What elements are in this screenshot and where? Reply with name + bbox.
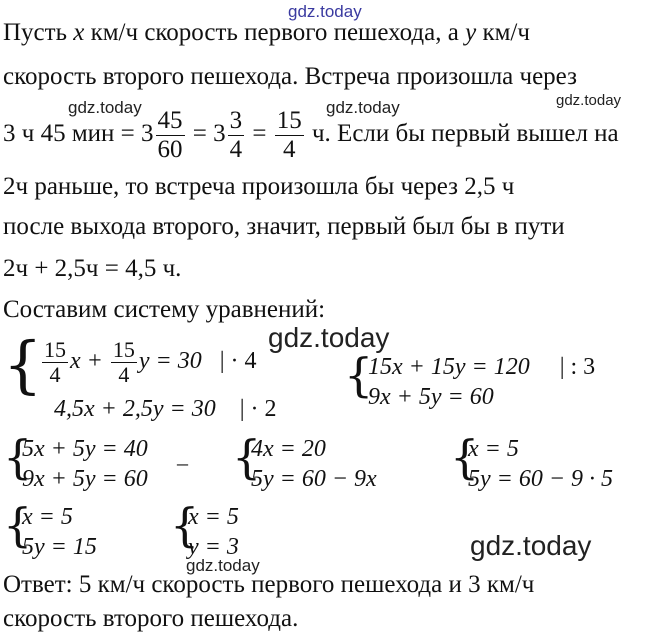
left-brace: { [450,430,480,484]
fraction-denominator: 60 [157,135,183,163]
text-segment: ч. Если бы первый вышел на [305,120,619,147]
text-line-7: Составим систему уравнений: [3,296,326,323]
text-segment: Пусть [3,19,74,46]
system-3-row-1: 5x + 5y = 40 [22,436,148,462]
text-segment: км/ч скорость первого пешехода, а [84,19,466,46]
fraction-numerator: 15 [44,337,66,362]
watermark-bottom-left: gdz.today [186,556,260,575]
left-brace: { [344,348,374,402]
multiplier: | · 2 [239,396,277,422]
text-segment: 3 ч 45 мин = 3 [3,120,154,147]
equation: 4,5x + 2,5y = 30 [54,396,216,422]
text-line-1 [3,18,530,48]
fraction-denominator: 4 [229,135,243,163]
watermark: gdz.today [556,92,622,109]
system-1-row-2-wrap [54,394,277,424]
equation-part: y = 30 [138,348,202,375]
system-7-row-1: x = 5 [188,504,239,530]
watermark-top: gdz.today [288,2,362,21]
watermark: gdz.today [68,98,142,117]
text-segment: км/ч [476,19,530,46]
system-1 [40,338,257,387]
system-5-row-2: 5y = 60 − 9 · 5 [468,466,614,492]
system-6-row-1: x = 5 [22,504,73,530]
left-brace: { [232,430,262,484]
fraction-numerator: 15 [112,337,135,362]
system-3 [22,434,148,494]
fraction [42,338,68,387]
system-5 [468,434,613,494]
fraction-15-4 [275,107,304,164]
answer-line-2: скорость второго пешехода. [3,605,299,632]
subtract-sign: – [177,450,188,475]
left-brace: { [3,328,43,401]
system-4 [251,434,377,494]
system-6-row-2: 5y = 15 [22,534,97,560]
system-1-row-2 [54,394,277,424]
system-2-row-2: 9x + 5y = 60 [368,384,494,410]
system-7-row-2: y = 3 [188,534,239,560]
left-brace: { [3,498,33,552]
system-6 [22,502,97,562]
text-line-2: скорость второго пешехода. Встреча произошла через [3,63,577,90]
equation: 15x + 15y = 120 [368,354,530,380]
fraction-denominator: 4 [118,362,130,387]
system-2 [368,352,595,412]
watermark: gdz.today [326,98,400,117]
system-7 [188,502,239,562]
multiplier: | : 3 [559,354,596,380]
system-4-row-1: 4x = 20 [251,436,326,462]
text-segment: = 3 [186,120,226,147]
system-5-row-1: x = 5 [468,436,519,462]
fraction-numerator: 45 [157,106,183,134]
fraction-denominator: 4 [282,135,296,163]
multiplier: | · 4 [219,348,257,375]
watermark-mid: gdz.today [268,322,390,353]
text-line-6: 2ч + 2,5ч = 4,5 ч. [3,255,182,282]
answer-line-1: Ответ: 5 км/ч скорость первого пешехода и 3 км/ч [3,571,535,598]
system-1-row-1 [40,338,257,387]
fraction-numerator: 15 [276,106,302,134]
variable-x: x [73,19,85,46]
text-line-5: после выхода второго, значит, первый был бы в пути [3,213,565,240]
left-brace: { [170,498,200,552]
fraction-denominator: 4 [49,362,61,387]
system-4-row-2: 5y = 60 − 9x [251,466,377,492]
text-segment: = [246,120,273,147]
text-line-3 [3,104,619,164]
text-line-4: 2ч раньше, то встреча произошла бы через 2,5 ч [3,173,515,200]
fraction [111,338,137,387]
left-brace: { [3,430,33,484]
fraction-45-60 [156,107,185,164]
fraction-numerator: 3 [229,106,243,134]
system-2-row-1 [368,352,595,382]
fraction-3-4 [228,107,245,164]
watermark-bottom-right: gdz.today [470,530,592,561]
equation-part: x + [70,348,109,375]
variable-y: y [465,19,477,46]
system-3-row-2: 9x + 5y = 60 [22,466,148,492]
